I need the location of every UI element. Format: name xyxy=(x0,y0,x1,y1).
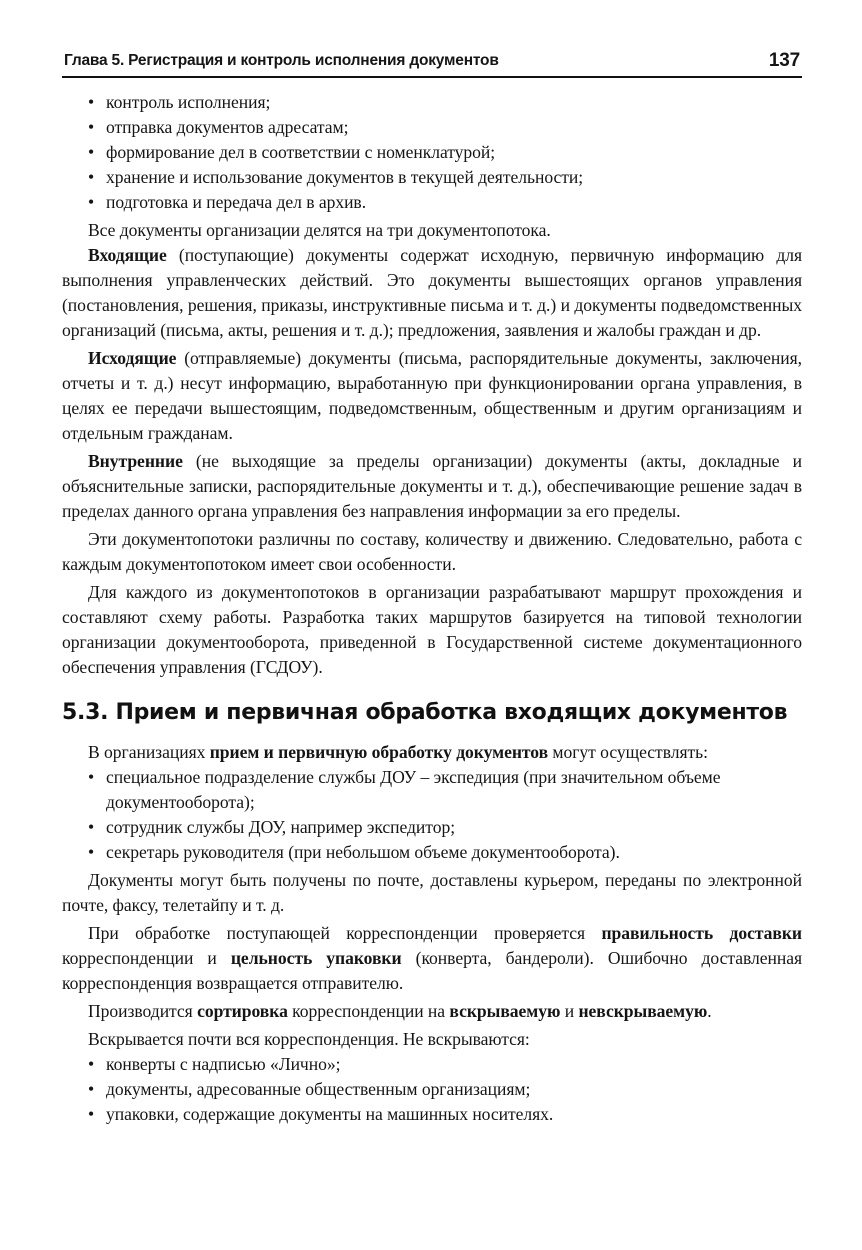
bullet-icon: • xyxy=(88,92,95,112)
bullet-list-exceptions xyxy=(62,1052,802,1127)
paragraph-text: В организациях xyxy=(88,742,210,762)
term-delivery: правильность доставки xyxy=(601,923,803,943)
paragraph-route: Для каждого из документопотоков в организации разрабатывают маршрут прохождения и составляют схему работы. Разработка таких маршрутов базируется на типовой технологии организации документооборота, приведенной в Государственной системе документационного обеспечения управления (ГСДОУ). xyxy=(62,582,802,677)
list-item xyxy=(62,140,802,165)
list-item xyxy=(62,1077,802,1102)
term-sorting: сортировка xyxy=(197,1001,288,1021)
paragraph-open: Вскрывается почти вся корреспонденция. Не вскрываются: xyxy=(88,1029,530,1049)
paragraph-incoming xyxy=(62,243,802,343)
list-item-text: сотрудник службы ДОУ, например экспедитор; xyxy=(106,817,456,837)
bullet-icon: • xyxy=(88,117,95,137)
bullet-icon: • xyxy=(88,767,95,787)
list-item-text: конверты с надписью «Лично»; xyxy=(106,1054,341,1074)
list-item-text: секретарь руководителя (при небольшом объеме документооборота). xyxy=(106,842,620,862)
bullet-icon: • xyxy=(88,1079,95,1099)
paragraph-check xyxy=(62,921,802,996)
paragraph-text: (не выходящие за пределы организации) документы (акты, докладные и объяснительные записки, распорядительные документы и т. д.), обеспечивающие решение задач в пределах данного органа управления без направления информации за его пределы. xyxy=(62,451,802,521)
list-item-text: специальное подразделение службы ДОУ – экспедиция (при значительном объеме документооборота); xyxy=(106,767,721,812)
list-item xyxy=(62,90,802,115)
paragraph-text: . xyxy=(707,1001,712,1021)
term-reception: прием и первичную обработку документов xyxy=(209,742,549,762)
page-number: 137 xyxy=(768,50,800,71)
list-item xyxy=(62,1052,802,1077)
paragraph-intro: Все документы организации делятся на три документопотока. xyxy=(88,220,551,240)
list-item xyxy=(62,840,802,865)
term-openable: вскрываемую xyxy=(449,1001,561,1021)
list-item xyxy=(62,165,802,190)
term-unopenable: невскрываемую xyxy=(578,1001,708,1021)
list-item-text: контроль исполнения; xyxy=(106,92,271,112)
list-item-text: формирование дел в соответствии с номенклатурой; xyxy=(106,142,496,162)
list-item-text: документы, адресованные общественным организациям; xyxy=(106,1079,531,1099)
list-item-text: хранение и использование документов в текущей деятельности; xyxy=(106,167,584,187)
chapter-title: Глава 5. Регистрация и контроль исполнения документов xyxy=(64,52,499,69)
bullet-icon: • xyxy=(88,817,95,837)
list-item-text: отправка документов адресатам; xyxy=(106,117,349,137)
list-item xyxy=(62,765,802,815)
paragraph-text: Производится xyxy=(88,1001,198,1021)
paragraph-text: (отправляемые) документы (письма, распорядительные документы, заключения, отчеты и т. д.) несут информацию, выработанную при функционировании органа управления, в целях ее передачи вышестоящим, подведомственным, общественным и другим организациям и отдельным гражданам. xyxy=(62,348,802,443)
term-outgoing: Исходящие xyxy=(88,348,177,368)
paragraph-internal xyxy=(62,449,802,524)
list-item xyxy=(62,815,802,840)
list-item-text: подготовка и передача дел в архив. xyxy=(106,192,367,212)
paragraph-text: корреспонденции и xyxy=(62,948,231,968)
list-item xyxy=(62,1102,802,1127)
bullet-list-stages xyxy=(62,90,802,215)
paragraph-outgoing xyxy=(62,346,802,446)
paragraph-text: (поступающие) документы содержат исходную, первичную информацию для выполнения управленческих действий. Это документы вышестоящих органов управления (постановления, решения, приказы, инструктивные письма и т. д.) и документы подведомственных организаций (письма, акты, решения и т. д.); предложения, заявления и жалобы граждан и др. xyxy=(62,245,802,340)
list-item xyxy=(62,115,802,140)
bullet-icon: • xyxy=(88,192,95,212)
paragraph-organizations xyxy=(62,740,802,765)
bullet-icon: • xyxy=(88,142,95,162)
term-incoming: Входящие xyxy=(88,245,167,265)
page-body xyxy=(62,90,802,1127)
paragraph-text: корреспонденции на xyxy=(287,1001,450,1021)
list-item xyxy=(62,190,802,215)
paragraph-text: и xyxy=(560,1001,579,1021)
bullet-icon: • xyxy=(88,1054,95,1074)
paragraph-text: При обработке поступающей корреспонденции проверяется xyxy=(88,923,602,943)
bullet-icon: • xyxy=(88,842,95,862)
running-header xyxy=(62,48,802,78)
paragraph-receive: Документы могут быть получены по почте, доставлены курьером, переданы по электронной почте, факсу, телетайпу и т. д. xyxy=(62,870,802,915)
paragraph-flows: Эти документопотоки различны по составу, количеству и движению. Следовательно, работа с каждым документопотоком имеет свои особенности. xyxy=(62,529,802,574)
bullet-icon: • xyxy=(88,1104,95,1124)
paragraph-text: могут осуществлять: xyxy=(548,742,708,762)
term-internal: Внутренние xyxy=(88,451,183,471)
bullet-list-performers xyxy=(62,765,802,865)
section-heading: 5.3. Прием и первичная обработка входящих документов xyxy=(62,700,788,725)
paragraph-text: (конверта, бандероли). Ошибочно доставленная корреспонденция возвращается отправителю. xyxy=(62,948,802,993)
term-packaging: цельность упаковки xyxy=(230,948,402,968)
list-item-text: упаковки, содержащие документы на машинных носителях. xyxy=(106,1104,554,1124)
paragraph-sort xyxy=(62,999,802,1024)
bullet-icon: • xyxy=(88,167,95,187)
